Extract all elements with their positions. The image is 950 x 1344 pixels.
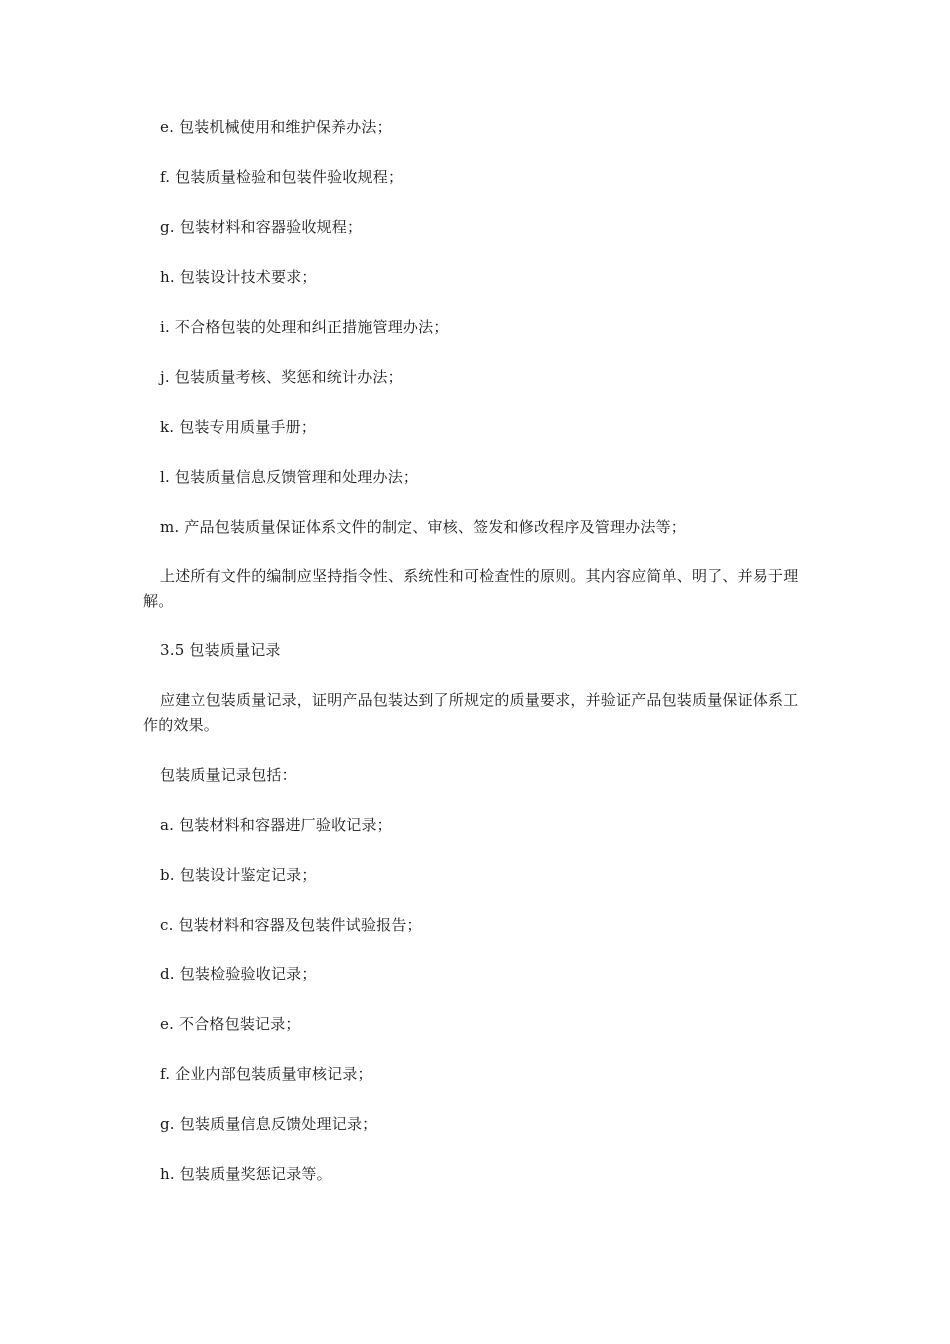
record-item-f: f. 企业内部包装质量审核记录； — [160, 1065, 373, 1083]
record-item-h: h. 包装质量奖惩记录等。 — [160, 1165, 332, 1183]
record-item-g: g. 包装质量信息反馈处理记录； — [160, 1115, 378, 1133]
list-item-h: h. 包装设计技术要求； — [160, 268, 317, 286]
principle-paragraph: 上述所有文件的编制应坚持指令性、系统性和可检查性的原则。其内容应简单、明了、并易于理解。 — [143, 567, 799, 610]
list-item-e: e. 包装机械使用和维护保养办法； — [160, 118, 392, 136]
list-item-k: k. 包装专用质量手册； — [160, 418, 317, 436]
record-item-b: b. 包装设计鉴定记录； — [160, 866, 317, 884]
list-item-g: g. 包装材料和容器验收规程； — [160, 218, 363, 236]
records-lead: 包装质量记录包括： — [160, 766, 297, 784]
section-intro-paragraph: 应建立包装质量记录，证明产品包装达到了所规定的质量要求，并验证产品包装质量保证体系工作的效果。 — [143, 691, 799, 734]
list-item-f: f. 包装质量检验和包装件验收规程； — [160, 168, 404, 186]
record-item-c: c. 包装材料和容器及包装件试验报告； — [160, 916, 422, 934]
section-heading: 3.5 包装质量记录 — [160, 641, 281, 659]
list-item-l: l. 包装质量信息反馈管理和处理办法； — [160, 468, 419, 486]
list-item-m: m. 产品包装质量保证体系文件的制定、审核、签发和修改程序及管理办法等； — [160, 518, 686, 536]
list-item-j: j. 包装质量考核、奖惩和统计办法； — [160, 368, 403, 386]
record-item-e: e. 不合格包装记录； — [160, 1015, 301, 1033]
record-item-d: d. 包装检验验收记录； — [160, 965, 317, 983]
list-item-i: i. 不合格包装的处理和纠正措施管理办法； — [160, 318, 449, 336]
record-item-a: a. 包装材料和容器进厂验收记录； — [160, 816, 392, 834]
